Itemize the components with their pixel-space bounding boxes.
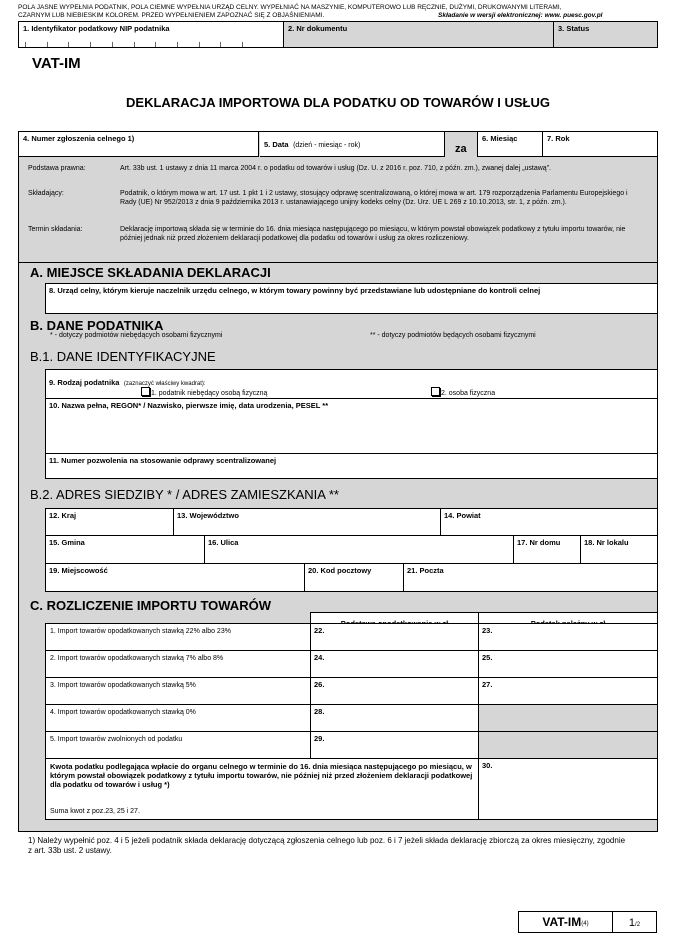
full-name-label: 10. Nazwa pełna, REGON* / Nazwisko, pierwsze imię, data urodzenia, PESEL ** bbox=[49, 401, 329, 410]
filer-label: Składający: bbox=[28, 190, 64, 197]
status-label: 3. Status bbox=[558, 24, 590, 33]
nip-cells bbox=[25, 42, 243, 47]
taxpayer-type-hint: (zaznaczyć właściwy kwadrat): bbox=[123, 381, 206, 387]
deadline-text: Deklarację importową składa się w terminie do 16. dnia miesiąca następującego po miesiącu, w którym powstał obowiązek podatkowy z tytułu importu towarów, nie później jednak niż przed złożeniem deklaracji podatkowej dla podatku od towarów i usług za okres rozliczeniowy. bbox=[120, 226, 626, 242]
payment-sum-note: Suma kwot z poz.23, 25 i 27. bbox=[50, 807, 140, 815]
apartment-number-label: 18. Nr lokalu bbox=[584, 538, 629, 547]
form-title: DEKLARACJA IMPORTOWA DLA PODATKU OD TOWARÓW I USŁUG bbox=[126, 95, 550, 110]
post-office-label: 21. Poczta bbox=[407, 566, 444, 575]
postal-code-field[interactable] bbox=[305, 564, 404, 591]
house-number-field[interactable] bbox=[514, 536, 581, 563]
district-field[interactable] bbox=[441, 509, 657, 535]
city-label: 19. Miejscowość bbox=[49, 566, 108, 575]
tax-table bbox=[45, 623, 657, 758]
country-label: 12. Kraj bbox=[49, 511, 77, 520]
house-number-label: 17. Nr domu bbox=[517, 538, 561, 547]
month-field[interactable] bbox=[477, 132, 543, 157]
apartment-number-field[interactable] bbox=[581, 536, 657, 563]
footer-code-cell bbox=[519, 912, 613, 932]
field-30[interactable] bbox=[479, 759, 657, 819]
tax-row bbox=[45, 623, 657, 650]
customs-number-field[interactable] bbox=[19, 132, 259, 157]
tax-due-field bbox=[479, 705, 657, 731]
tax-base-field[interactable]: 29. bbox=[311, 732, 479, 758]
section-b-note2: ** - dotyczy podmiotów będących osobami fizycznymi bbox=[370, 332, 536, 339]
field-30-label: 30. bbox=[482, 761, 493, 770]
post-office-field[interactable] bbox=[404, 564, 657, 591]
payment-description bbox=[46, 759, 479, 819]
doc-number-field bbox=[284, 22, 554, 47]
tax-row-label: 5. Import towarów zwolnionych od podatku bbox=[46, 732, 311, 758]
option-legal-entity-checkbox[interactable] bbox=[141, 387, 150, 396]
footer-box bbox=[518, 911, 657, 933]
date-label: 5. Data bbox=[264, 140, 289, 149]
section-a-header bbox=[18, 262, 658, 263]
permit-number-label: 11. Numer pozwolenia na stosowanie odprawy scentralizowanej bbox=[49, 456, 277, 465]
postal-code-label: 20. Kod pocztowy bbox=[308, 566, 372, 575]
top-fields bbox=[18, 21, 658, 48]
footer-page-total: /2 bbox=[635, 922, 641, 928]
street-label: 16. Ulica bbox=[208, 538, 239, 547]
voivodeship-field[interactable] bbox=[174, 509, 441, 535]
section-b-note1: * - dotyczy podmiotów niebędących osobami fizycznymi bbox=[50, 332, 223, 339]
month-label: 6. Miesiąc bbox=[482, 134, 518, 143]
full-name-field[interactable] bbox=[45, 398, 657, 453]
tax-row-label: 3. Import towarów opodatkowanych stawką 5% bbox=[46, 678, 311, 704]
tax-row bbox=[45, 677, 657, 704]
tax-base-field[interactable]: 22. bbox=[311, 624, 479, 650]
date-field[interactable] bbox=[260, 132, 445, 157]
instructions-line2: CZARNYM LUB NIEBIESKIM KOLOREM. PRZED WYPEŁNIENIEM ZAPOZNAĆ SIĘ Z OBJAŚNIENIAMI. bbox=[18, 11, 325, 19]
nip-field[interactable] bbox=[19, 22, 284, 47]
country-field[interactable] bbox=[46, 509, 174, 535]
section-c-title: C. ROZLICZENIE IMPORTU TOWARÓW bbox=[30, 598, 271, 613]
filer-text: Podatnik, o którym mowa w art. 17 ust. 1 pkt 1 i 2 ustawy, stosujący odprawę scentralizowaną, o której mowa w art. 179 rozporządzenia Parlamentu Europejskiego i Rady (UE) Nr 952/2013 z dnia 9 października 2013 r. ustanawiającego unijny kodeks celny (Dz. Urz. UE L 269 z 10.10.2013, str. 1, z późn. zm.). bbox=[120, 190, 628, 206]
za-label: za bbox=[455, 143, 467, 155]
tax-base-field[interactable]: 28. bbox=[311, 705, 479, 731]
section-b-title: B. DANE PODATNIKA bbox=[30, 318, 164, 333]
tax-due-field[interactable]: 25. bbox=[482, 653, 493, 662]
legal-basis-label: Podstawa prawna: bbox=[28, 165, 86, 172]
status-field bbox=[554, 22, 657, 47]
district-label: 14. Powiat bbox=[444, 511, 481, 520]
option-natural-person-checkbox[interactable] bbox=[431, 387, 440, 396]
year-label: 7. Rok bbox=[547, 134, 570, 143]
option-legal-entity-label: 1. podatnik niebędący osobą fizyczną bbox=[151, 390, 268, 397]
electronic-note: Składanie w wersji elektronicznej: www. puesc.gov.pl bbox=[438, 11, 603, 19]
instructions bbox=[18, 4, 658, 19]
tax-row-label: 4. Import towarów opodatkowanych stawką 0% bbox=[46, 705, 311, 731]
tax-base-field[interactable]: 26. bbox=[311, 678, 479, 704]
customs-number-label: 4. Numer zgłoszenia celnego 1) bbox=[23, 134, 135, 143]
voivodeship-label: 13. Województwo bbox=[177, 511, 239, 520]
address-row1 bbox=[45, 508, 657, 535]
city-field[interactable] bbox=[46, 564, 305, 591]
nip-label: 1. Identyfikator podatkowy NIP podatnika bbox=[23, 24, 170, 33]
tax-due-field[interactable]: 23. bbox=[482, 626, 493, 635]
taxpayer-type-field bbox=[45, 369, 657, 398]
col-header-tax bbox=[478, 612, 657, 623]
tax-due-field[interactable]: 27. bbox=[482, 680, 493, 689]
tax-row bbox=[45, 650, 657, 677]
year-field[interactable] bbox=[543, 132, 657, 157]
deadline-label: Termin składania: bbox=[28, 226, 83, 233]
street-field[interactable] bbox=[205, 536, 514, 563]
commune-label: 15. Gmina bbox=[49, 538, 85, 547]
permit-number-field[interactable] bbox=[45, 453, 657, 479]
tax-row bbox=[45, 704, 657, 731]
legal-basis-text: Art. 33b ust. 1 ustawy z dnia 11 marca 2004 r. o podatku od towarów i usług (Dz. U. z 2016 r. poz. 710, z późn. zm.), zwanej dalej „ustawą”. bbox=[120, 165, 551, 172]
customs-office-field[interactable] bbox=[45, 283, 657, 314]
payment-text: Kwota podatku podlegająca wpłacie do organu celnego w terminie do 16. dnia miesiąca następującego po miesiącu, w którym powstał obowiązek podatkowy z tytułu importu towarów, nie później niż przed złożeniem deklaracji podatkowej dla podatku od towarów i usług *) bbox=[50, 762, 473, 789]
tax-row bbox=[45, 731, 657, 758]
address-row2 bbox=[45, 535, 657, 563]
payment-row bbox=[45, 758, 657, 820]
doc-number-label: 2. Nr dokumentu bbox=[288, 24, 348, 33]
tax-base-field[interactable]: 24. bbox=[311, 651, 479, 677]
col-header-base bbox=[310, 612, 478, 623]
form-code: VAT-IM bbox=[32, 55, 81, 72]
date-hint: (dzień - miesiąc - rok) bbox=[293, 142, 361, 149]
tax-row-label: 2. Import towarów opodatkowanych stawką 7% albo 8% bbox=[46, 651, 311, 677]
section-b1-title: B.1. DANE IDENTYFIKACYJNE bbox=[30, 349, 216, 364]
tax-row-label: 1. Import towarów opodatkowanych stawką 22% albo 23% bbox=[46, 624, 311, 650]
option-natural-person-label: 2. osoba fizyczna bbox=[441, 390, 496, 397]
customs-office-label: 8. Urząd celny, którym kieruje naczelnik urzędu celnego, w którym towary powinny być przedstawiane lub udostępniane do kontroli celnej bbox=[49, 286, 541, 295]
footnote: 1) Należy wypełnić poz. 4 i 5 jeżeli podatnik składa deklarację dotyczącą zgłoszenia celnego lub poz. 6 i 7 jeżeli składa deklarację zbiorczą za okres miesięczny, zgodnie z art. 33b ust. 2 ustawy. bbox=[28, 836, 626, 855]
instructions-line1: POLA JASNE WYPEŁNIA PODATNIK, POLA CIEMNE WYPEŁNIA URZĄD CELNY. WYPEŁNIAĆ NA MASZYNIE, KOMPUTEROWO LUB RĘCZNIE, DUŻYMI, DRUKOWANYMI LITERAMI, bbox=[18, 4, 562, 11]
tax-due-field bbox=[479, 732, 657, 758]
footer-page: 1 bbox=[628, 917, 636, 929]
section-b2-title: B.2. ADRES SIEDZIBY * / ADRES ZAMIESZKANIA ** bbox=[30, 487, 339, 502]
footer-version: (4) bbox=[581, 921, 589, 927]
footer-code: VAT-IM bbox=[542, 915, 582, 929]
address-row3 bbox=[45, 563, 657, 592]
commune-field[interactable] bbox=[46, 536, 205, 563]
footer-page-cell bbox=[613, 913, 656, 931]
taxpayer-type-label: 9. Rodzaj podatnika bbox=[49, 378, 120, 387]
section-a-title: A. MIEJSCE SKŁADANIA DEKLARACJI bbox=[30, 265, 271, 280]
